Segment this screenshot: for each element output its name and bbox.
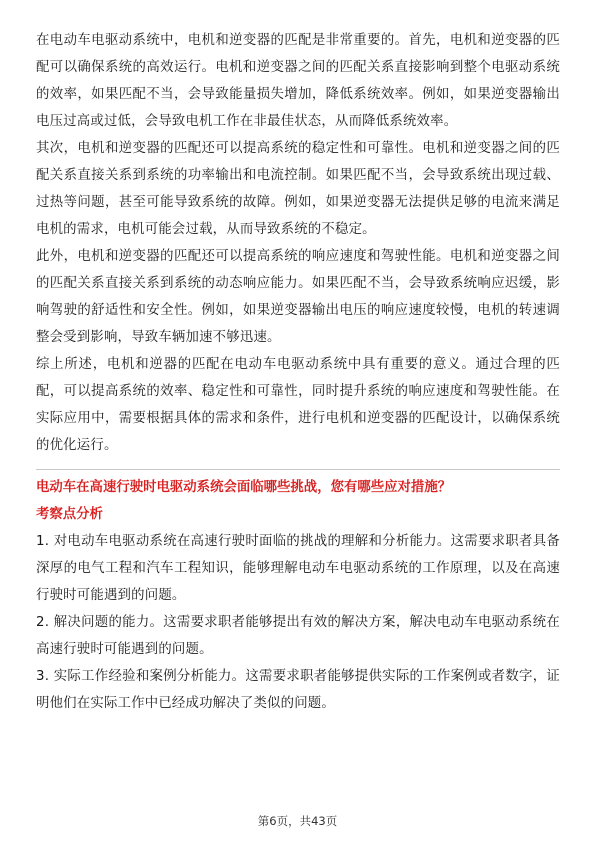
intro-paragraph-2: 其次，电机和逆变器的匹配还可以提高系统的稳定性和可靠性。电机和逆变器之间的匹配关系直接关系到系统的功率输出和电流控制。如果匹配不当，会导致系统出现过载、过热等问题，甚至可能导致系统的故障。例如，如果逆变器无法提供足够的电流来满足电机的需求，电机可能会过载，从而导致系统的不稳定。 bbox=[36, 141, 560, 237]
section-divider bbox=[36, 469, 560, 470]
intro-paragraph-3: 此外，电机和逆变器的匹配还可以提高系统的响应速度和驾驶性能。电机和逆变器之间的匹配关系直接关系到系统的动态响应能力。如果匹配不当，会导致系统响应迟缓，影响驾驶的舒适性和安全性。例如，如果逆变器输出电压的响应速度较慢，电机的转速调整会受到影响，导致车辆加速不够迅速。 bbox=[36, 249, 560, 345]
question-heading: 电动车在高速行驶时电驱动系统会面临哪些挑战，您有哪些应对措施？ bbox=[36, 480, 452, 495]
intro-paragraph-4: 综上所述，电机和逆器的匹配在电动车电驱动系统中具有重要的意义。通过合理的匹配，可以提高系统的效率、稳定性和可靠性，同时提升系统的响应速度和驾驶性能。在实际应用中，需要根据具体的需求和条件，进行电机和逆变器的匹配设计，以确保系统的优化运行。 bbox=[36, 357, 560, 453]
analysis-item-2: 2. 解决问题的能力。这需要求职者能够提出有效的解决方案，解决电动车电驱动系统在高速行驶时可能遇到的问题。 bbox=[36, 615, 560, 657]
analysis-section-title: 考察点分析 bbox=[36, 507, 103, 522]
page-content bbox=[36, 27, 560, 717]
page-number-footer: 第6页，共43页 bbox=[257, 814, 338, 828]
analysis-item-3: 3. 实际工作经验和案例分析能力。这需要求职者能够提供实际的工作案例或者数字，证明他们在实际工作中已经成功解决了类似的问题。 bbox=[36, 669, 560, 711]
analysis-item-1: 1. 对电动车电驱动系统在高速行驶时面临的挑战的理解和分析能力。这需要求职者具备深厚的电气工程和汽车工程知识，能够理解电动车电驱动系统的工作原理，以及在高速行驶时可能遇到的问题。 bbox=[36, 534, 560, 603]
intro-paragraph-1: 在电动车电驱动系统中，电机和逆变器的匹配是非常重要的。首先，电机和逆变器的匹配可以确保系统的高效运行。电机和逆变器之间的匹配关系直接影响到整个电驱动系统的效率，如果匹配不当，会导致能量损失增加，降低系统效率。例如，如果逆变器输出电压过高或过低，会导致电机工作在非最佳状态，从而降低系统效率。 bbox=[36, 33, 560, 129]
